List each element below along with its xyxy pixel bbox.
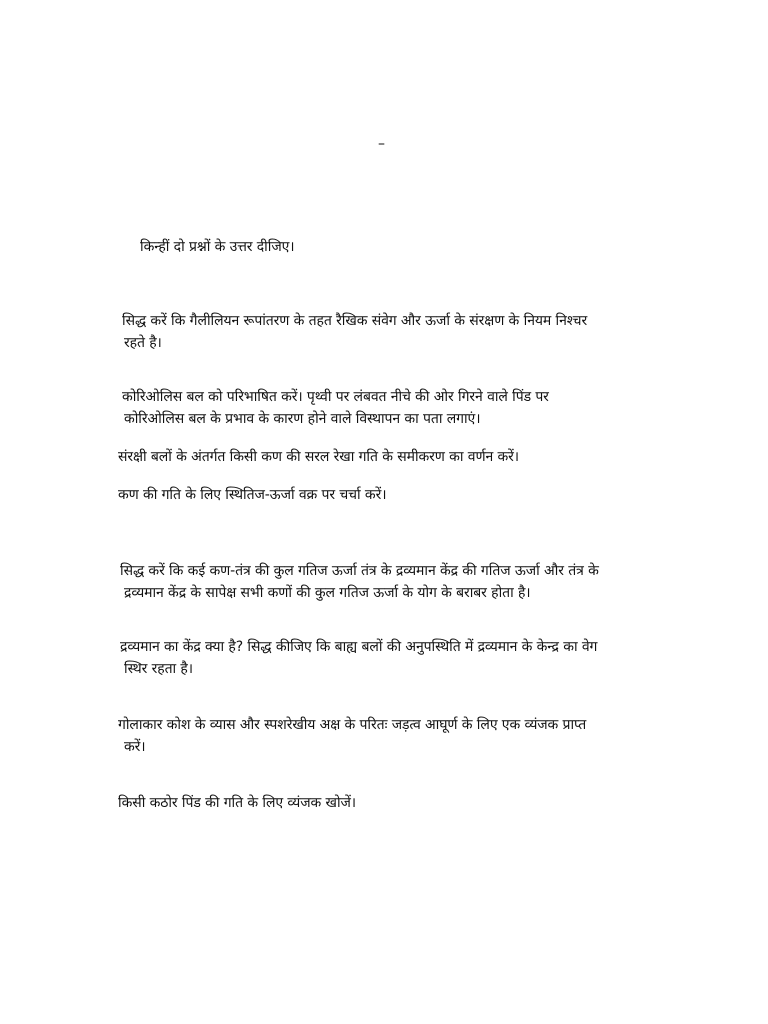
- question-5-line-1: सिद्ध करें कि कई कण-तंत्र की कुल गतिज ऊर्जा तंत्र के द्रव्यमान केंद्र की गतिज ऊर्जा और तंत्र के: [120, 563, 599, 579]
- instruction-text: किन्हीं दो प्रश्नों के उत्तर दीजिए।: [140, 239, 295, 255]
- question-5-line-2: द्रव्यमान केंद्र के सापेक्ष सभी कणों की कुल गतिज ऊर्जा के योग के बराबर होता है।: [124, 585, 531, 601]
- question-6-line-1: द्रव्यमान का केंद्र क्या है? सिद्ध कीजिए कि बाह्य बलों की अनुपस्थिति में द्रव्यमान के केन्द्र का वेग: [120, 639, 598, 655]
- question-7-line-1: गोलाकार कोश के व्यास और स्पशरेखीय अक्ष के परितः जड़त्व आघूर्ण के लिए एक व्यंजक प्राप्त: [118, 717, 587, 733]
- question-1-line-2: रहते है।: [124, 335, 162, 351]
- question-4: कण की गति के लिए स्थितिज-ऊर्जा वक्र पर चर्चा करें।: [118, 487, 387, 503]
- question-3: संरक्षी बलों के अंतर्गत किसी कण की सरल रेखा गति के समीकरण का वर्णन करें।: [118, 449, 520, 465]
- question-1-line-1: सिद्ध करें कि गैलीलियन रूपांतरण के तहत रैखिक संवेग और ऊर्जा के संरक्षण के नियम निश्चर: [122, 313, 588, 329]
- question-6-line-2: स्थिर रहता है।: [124, 661, 193, 677]
- header-dash: –: [378, 136, 385, 152]
- question-2-line-1: कोरिओलिस बल को परिभाषित करें। पृथ्वी पर लंबवत नीचे की ओर गिरने वाले पिंड पर: [122, 389, 549, 405]
- question-8: किसी कठोर पिंड की गति के लिए व्यंजक खोजें।: [118, 795, 356, 811]
- question-2-line-2: कोरिओलिस बल के प्रभाव के कारण होने वाले विस्थापन का पता लगाएं।: [124, 411, 481, 427]
- question-7-line-2: करें।: [124, 739, 146, 755]
